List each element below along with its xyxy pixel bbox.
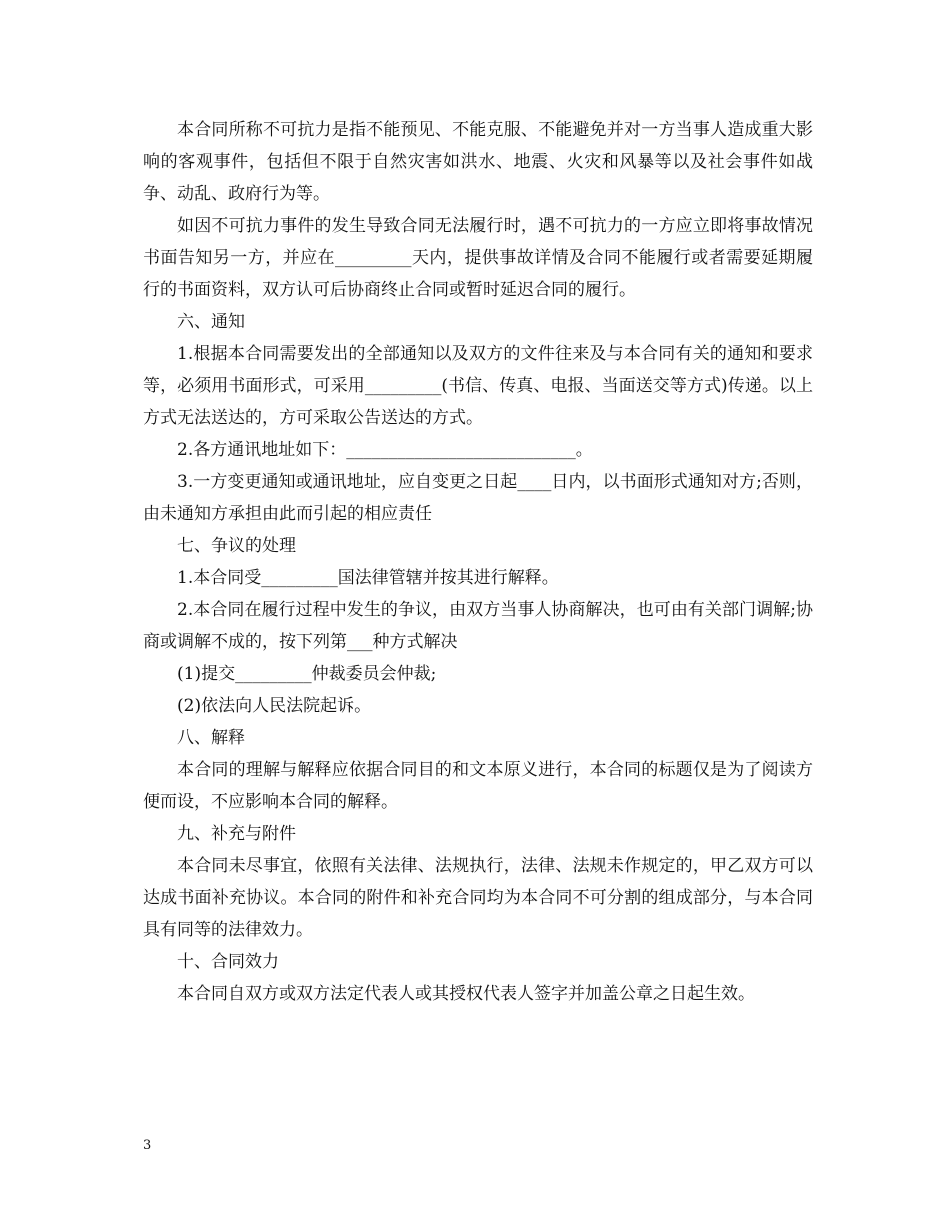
section-heading-effectiveness: 十、合同效力 bbox=[177, 952, 279, 972]
paragraph-supplement: 本合同未尽事宜，依照有关法律、法规执行，法律、法规未作规定的，甲乙双方可以达成书面补充协议。本合同的附件和补充合同均为本合同不可分割的组成部分，与本合同具有同等的法律效力。 bbox=[143, 856, 813, 940]
paragraph-force-majeure-definition: 本合同所称不可抗力是指不能预见、不能克服、不能避免并对一方当事人造成重大影响的客观事件，包括但不限于自然灾害如洪水、地震、火灾和风暴等以及社会事件如战争、动乱、政府行为等。 bbox=[143, 120, 813, 204]
section-heading-interpretation: 八、解释 bbox=[177, 728, 245, 748]
section-heading-dispute: 七、争议的处理 bbox=[177, 536, 296, 556]
clause-dispute-2: 2.本合同在履行过程中发生的争议，由双方当事人协商解决，也可由有关部门调解;协商或调解不成的，按下列第___种方式解决 bbox=[143, 600, 813, 652]
clause-notice-3: 3.一方变更通知或通讯地址，应自变更之日起____日内，以书面形式通知对方;否则，由未通知方承担由此而引起的相应责任 bbox=[143, 472, 813, 524]
section-heading-notice: 六、通知 bbox=[177, 312, 245, 332]
clause-dispute-1: 1.本合同受_________国法律管辖并按其进行解释。 bbox=[177, 568, 559, 588]
paragraph-force-majeure-notice: 如因不可抗力事件的发生导致合同无法履行时，遇不可抗力的一方应立即将事故情况书面告知另一方，并应在_________天内，提供事故详情及合同不能履行或者需要延期履行的书面资料，双方认可后协商终止合同或暂时延迟合同的履行。 bbox=[143, 216, 813, 300]
page-number: 3 bbox=[143, 1138, 152, 1153]
document-body bbox=[143, 114, 813, 1010]
section-heading-supplement: 九、补充与附件 bbox=[177, 824, 296, 844]
clause-dispute-option-1: (1)提交_________仲裁委员会仲裁; bbox=[177, 664, 437, 684]
clause-dispute-option-2: (2)依法向人民法院起诉。 bbox=[177, 696, 372, 716]
clause-notice-2: 2.各方通讯地址如下：___________________________。 bbox=[177, 440, 593, 460]
paragraph-interpretation: 本合同的理解与解释应依据合同目的和文本原义进行，本合同的标题仅是为了阅读方便而设，不应影响本合同的解释。 bbox=[143, 760, 813, 812]
paragraph-effectiveness: 本合同自双方或双方法定代表人或其授权代表人签字并加盖公章之日起生效。 bbox=[177, 984, 755, 1004]
clause-notice-1: 1.根据本合同需要发出的全部通知以及双方的文件往来及与本合同有关的通知和要求等，必须用书面形式，可采用_________(书信、传真、电报、当面送交等方式)传递。以上方式无法送达的，方可采取公告送达的方式。 bbox=[143, 344, 813, 428]
